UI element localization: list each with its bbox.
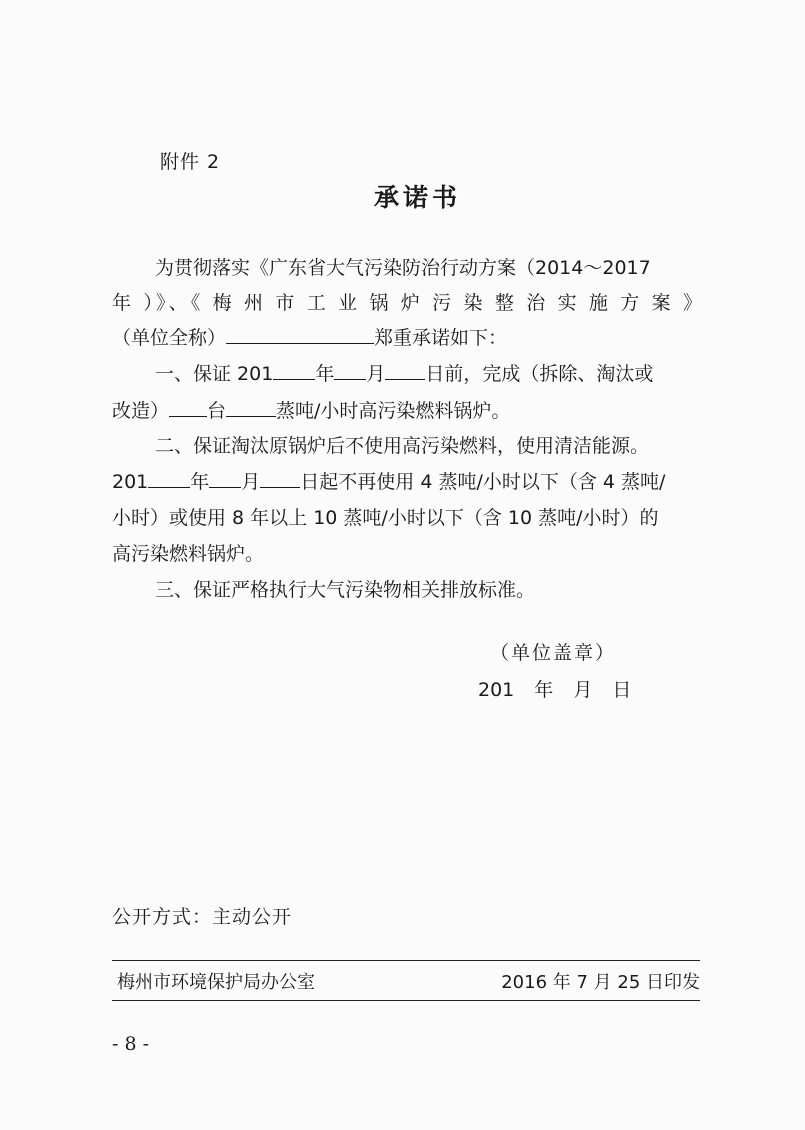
unit-name-label: （单位全称）: [112, 327, 227, 349]
item1-unit: 台: [207, 400, 227, 422]
page-number: - 8 -: [112, 1033, 150, 1055]
item2-line-2: [112, 467, 665, 494]
page-title: 承诺书: [373, 183, 461, 212]
year-blank: [273, 361, 315, 380]
item1-year: 年: [315, 363, 335, 385]
item1-text: 一、保证 201: [155, 363, 274, 385]
item1-line-1: [155, 359, 653, 386]
intro-pledge: 郑重承诺如下：: [374, 327, 508, 349]
item1-line-2: [112, 396, 510, 423]
item2-line-3: 小时）或使用 8 年以上 10 蒸吨/小时以下（含 10 蒸吨/小时）的: [112, 507, 659, 529]
item2-day-blank: [260, 469, 300, 488]
item2-year-blank: [148, 469, 190, 488]
item1-month: 月: [366, 363, 386, 385]
item1-type: 改造）: [112, 400, 170, 422]
intro-line-2: 年 ）》、《 梅 州 市 工 业 锅 炉 污 染 整 治 实 施 方 案 》: [112, 292, 702, 314]
item2-year-prefix: 201: [112, 471, 149, 493]
count-blank: [169, 398, 207, 417]
item3-line: 三、保证严格执行大气污染物相关排放标准。: [155, 579, 536, 601]
footer-office: 梅州市环境保护局办公室: [117, 972, 315, 993]
item2-line-4: 高污染燃料锅炉。: [112, 543, 265, 565]
footer-date: 2016 年 7 月 25 日印发: [501, 972, 700, 993]
item1-action: 日前，完成（拆除、淘汰或: [425, 363, 654, 385]
disclosure-method: 公开方式：主动公开: [112, 906, 293, 928]
seal-label: （单位盖章）: [490, 642, 617, 664]
item1-suffix: 蒸吨/小时高污染燃料锅炉。: [276, 400, 511, 422]
unit-name-blank: [226, 325, 374, 344]
intro-line-3: [112, 323, 507, 350]
month-blank: [334, 361, 366, 380]
capacity-blank: [226, 398, 276, 417]
attachment-label: 附件 2: [160, 151, 221, 173]
sign-date: 201 年 月 日: [478, 679, 632, 701]
footer-top-rule: [112, 960, 700, 961]
intro-line-1: 为贯彻落实《广东省大气污染防治行动方案（2014～2017: [155, 257, 651, 279]
item2-month-blank: [209, 469, 241, 488]
footer-bottom-rule: [112, 1000, 700, 1001]
item2-month: 月: [241, 471, 261, 493]
item2-line-1: 二、保证淘汰原锅炉后不使用高污染燃料，使用清洁能源。: [155, 435, 650, 457]
item2-year: 年: [190, 471, 210, 493]
day-blank: [385, 361, 425, 380]
item2-suffix: 日起不再使用 4 蒸吨/小时以下（含 4 蒸吨/: [300, 471, 666, 493]
